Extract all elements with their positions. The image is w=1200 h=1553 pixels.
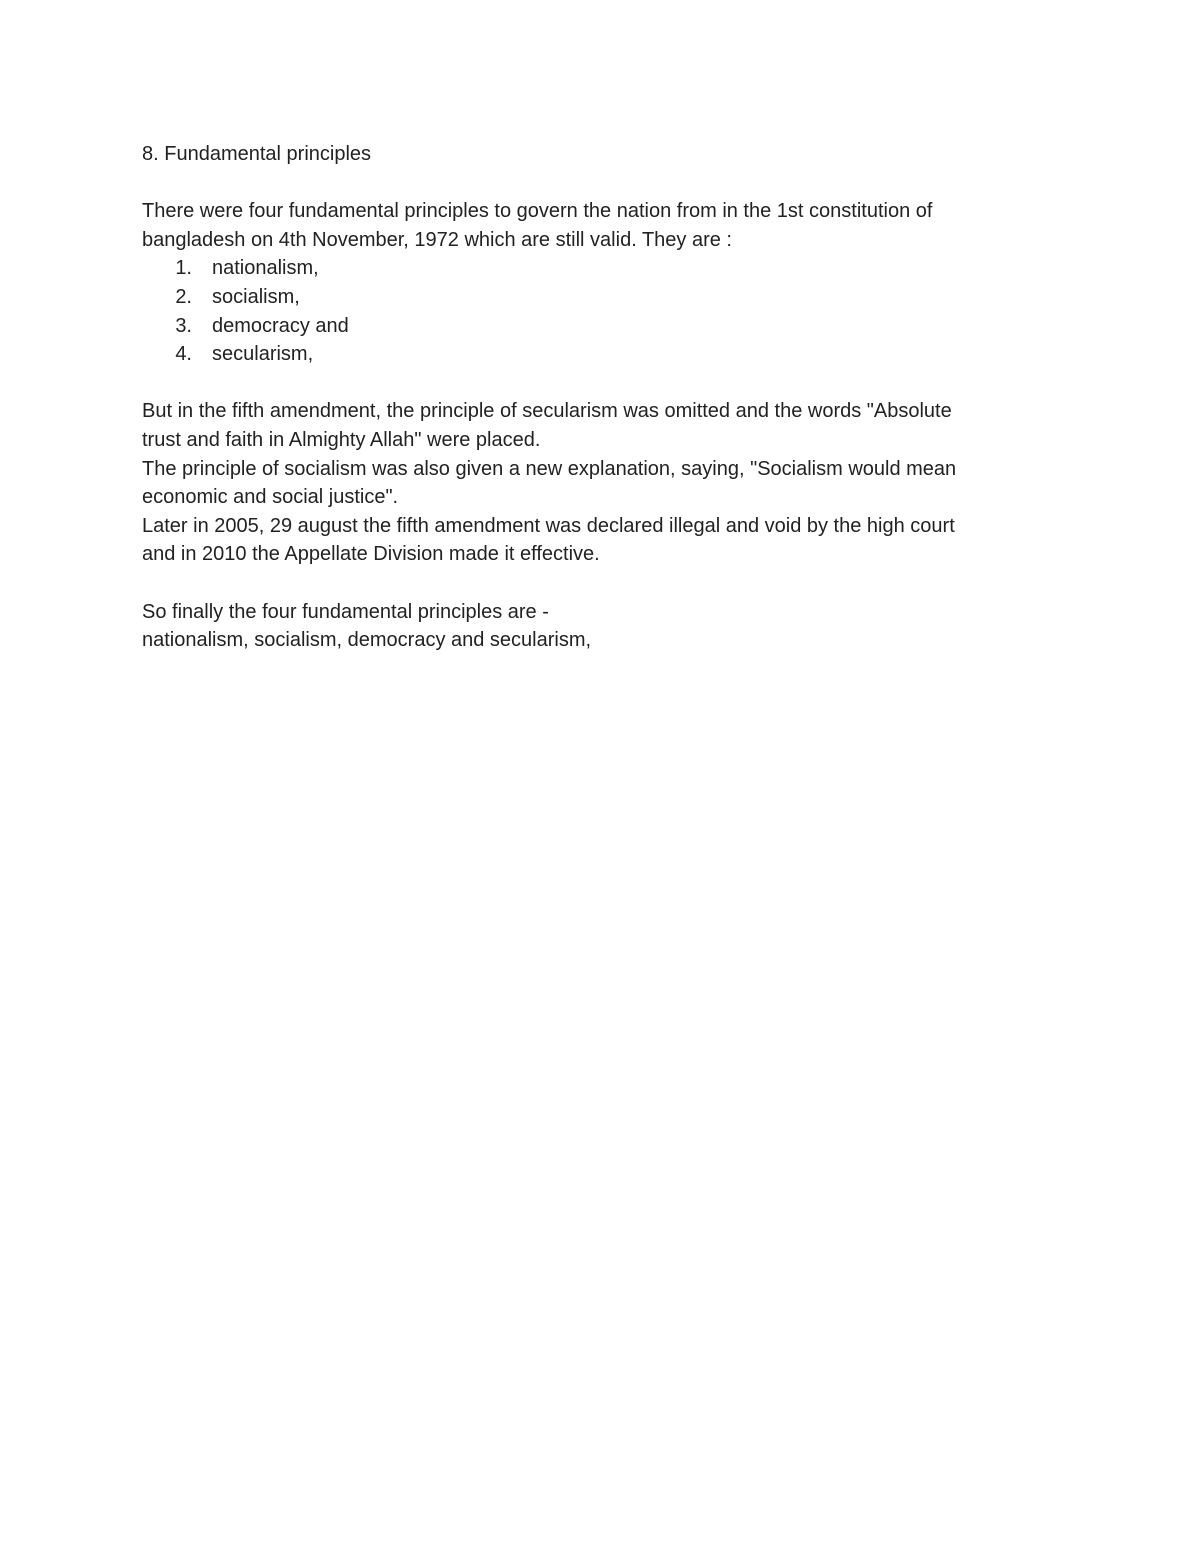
list-item-number: 4.: [175, 343, 192, 366]
amendment-line-5: Later in 2005, 29 august the fifth amendment was declared illegal and void by the high court: [142, 514, 955, 537]
list-item: [142, 312, 1042, 341]
amendment-line-4: economic and social justice".: [142, 486, 399, 509]
list-item-number: 2.: [175, 285, 192, 308]
intro-line-2: bangladesh on 4th November, 1972 which are still valid. They are :: [142, 228, 732, 251]
spacer: [142, 369, 1042, 398]
amendment-line-6: and in 2010 the Appellate Division made it effective.: [142, 543, 600, 566]
list-item-text: socialism,: [212, 285, 300, 308]
conclusion-line-1: So finally the four fundamental principles are -: [142, 600, 549, 623]
conclusion-line-2: nationalism, socialism, democracy and secularism,: [142, 629, 592, 652]
amendment-line-1: But in the fifth amendment, the principle of secularism was omitted and the words "Absolute: [142, 400, 952, 423]
list-item-number: 1.: [175, 257, 192, 280]
list-item-text: democracy and: [212, 314, 349, 337]
list-item-text: secularism,: [212, 343, 314, 366]
list-item: [142, 340, 1042, 369]
amendment-line-3: The principle of socialism was also given a new explanation, saying, "Socialism would mean: [142, 457, 957, 480]
list-item: [142, 283, 1042, 312]
principles-list: [142, 254, 1042, 368]
amendment-line-2: trust and faith in Almighty Allah" were placed.: [142, 428, 541, 451]
spacer: [142, 569, 1042, 598]
spacer: [142, 169, 1042, 198]
section-heading: 8. Fundamental principles: [142, 143, 372, 165]
list-item: [142, 254, 1042, 283]
intro-line-1: There were four fundamental principles to govern the nation from in the 1st constitution of: [142, 200, 933, 223]
document-body: [142, 140, 1042, 655]
list-item-text: nationalism,: [212, 257, 319, 280]
list-item-number: 3.: [175, 314, 192, 337]
